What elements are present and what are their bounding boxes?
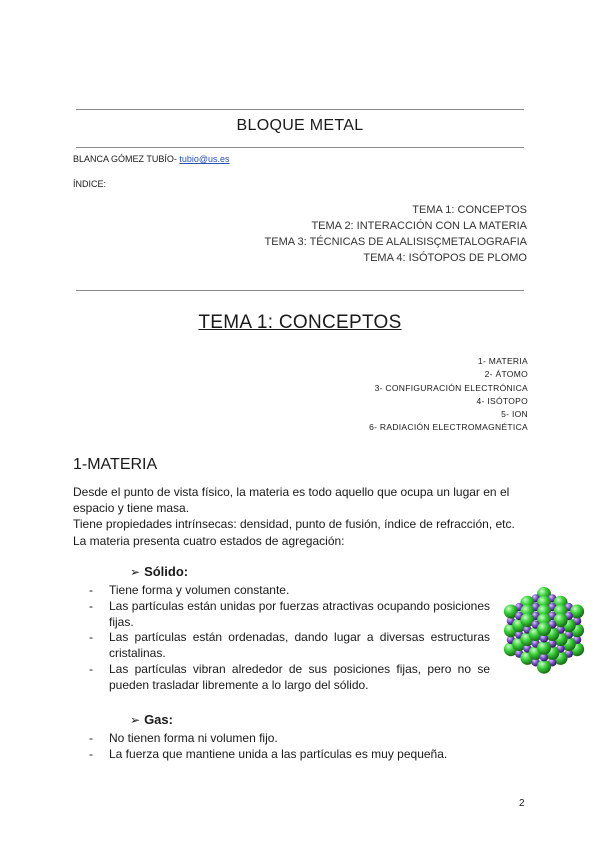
toc-item[interactable]: TEMA 1: CONCEPTOS (412, 204, 527, 216)
solido-heading-text: Sólido: (144, 564, 189, 579)
solido-list (73, 583, 490, 694)
author-email-link[interactable]: tubio@us.es (179, 154, 230, 164)
top-rule (76, 109, 524, 110)
document-title: BLOQUE METAL (236, 117, 364, 134)
author-line (73, 154, 230, 164)
list-item: - Las partículas están ordenadas, dando lugar a diversas estructuras cristalinas. (89, 630, 490, 661)
subtoc-item: 4- ISÓTOPO (476, 395, 528, 406)
subtoc-item: 2- ÁTOMO (484, 369, 528, 380)
list-item: - La fuerza que mantiene unida a las partículas es muy pequeña. (89, 746, 448, 761)
section-subtoc (369, 355, 528, 435)
gas-heading-text: Gas: (144, 712, 173, 727)
author-name: BLANCA GÓMEZ TUBÍO- (73, 154, 180, 164)
paragraph: Desde el punto de vista físico, la materia es todo aquello que ocupa un lugar en el espacio y tiene masa. (73, 485, 510, 516)
arrow-bullet-icon: ➢ (130, 713, 141, 727)
section-rule (76, 290, 524, 291)
index-label: ÍNDICE: (73, 179, 107, 189)
title-rule (76, 147, 524, 148)
subtoc-item: 1- MATERIA (477, 356, 528, 366)
section-title: TEMA 1: CONCEPTOS (198, 312, 402, 333)
page-number: 2 (519, 798, 525, 809)
lattice-atom-green (537, 622, 551, 636)
solido-heading (130, 564, 188, 579)
list-item: - Las partículas vibran alrededor de sus posiciones fijas, pero no se pueden trasladar libremente a lo largo del sólido. (89, 661, 490, 692)
table-of-contents (265, 202, 527, 266)
lattice-atom-green (537, 641, 551, 655)
subtoc-item: 6- RADIACIÓN ELECTROMAGNÉTICA (369, 422, 528, 433)
toc-item[interactable]: TEMA 3: TÉCNICAS DE ALALISISÇMETALOGRAFIA (264, 236, 527, 248)
subtoc-item: 3- CONFIGURACIÓN ELECTRÓNICA (374, 382, 528, 393)
materia-heading: 1-MATERIA (73, 456, 158, 473)
paragraph: Tiene propiedades intrínsecas: densidad, punto de fusión, índice de refracción, etc. (73, 517, 515, 532)
arrow-bullet-icon: ➢ (130, 565, 141, 579)
paragraph: La materia presenta cuatro estados de agregación: (73, 533, 345, 548)
subtoc-item: 5- ION (501, 409, 528, 420)
list-item: - Tiene forma y volumen constante. (89, 583, 290, 597)
gas-heading (130, 712, 173, 727)
materia-body (73, 484, 523, 549)
list-item: - No tienen forma ni volumen fijo. (89, 731, 278, 745)
list-item: - Las partículas están unidas por fuerzas atractivas ocupando posiciones fijas. (89, 598, 490, 629)
toc-item[interactable]: TEMA 2: INTERACCIÓN CON LA MATERIA (311, 220, 527, 232)
lattice-atom-green (537, 660, 551, 674)
toc-item[interactable]: TEMA 4: ISÓTOPOS DE PLOMO (363, 252, 527, 264)
gas-list (73, 731, 490, 763)
crystal-lattice-image (496, 580, 600, 684)
